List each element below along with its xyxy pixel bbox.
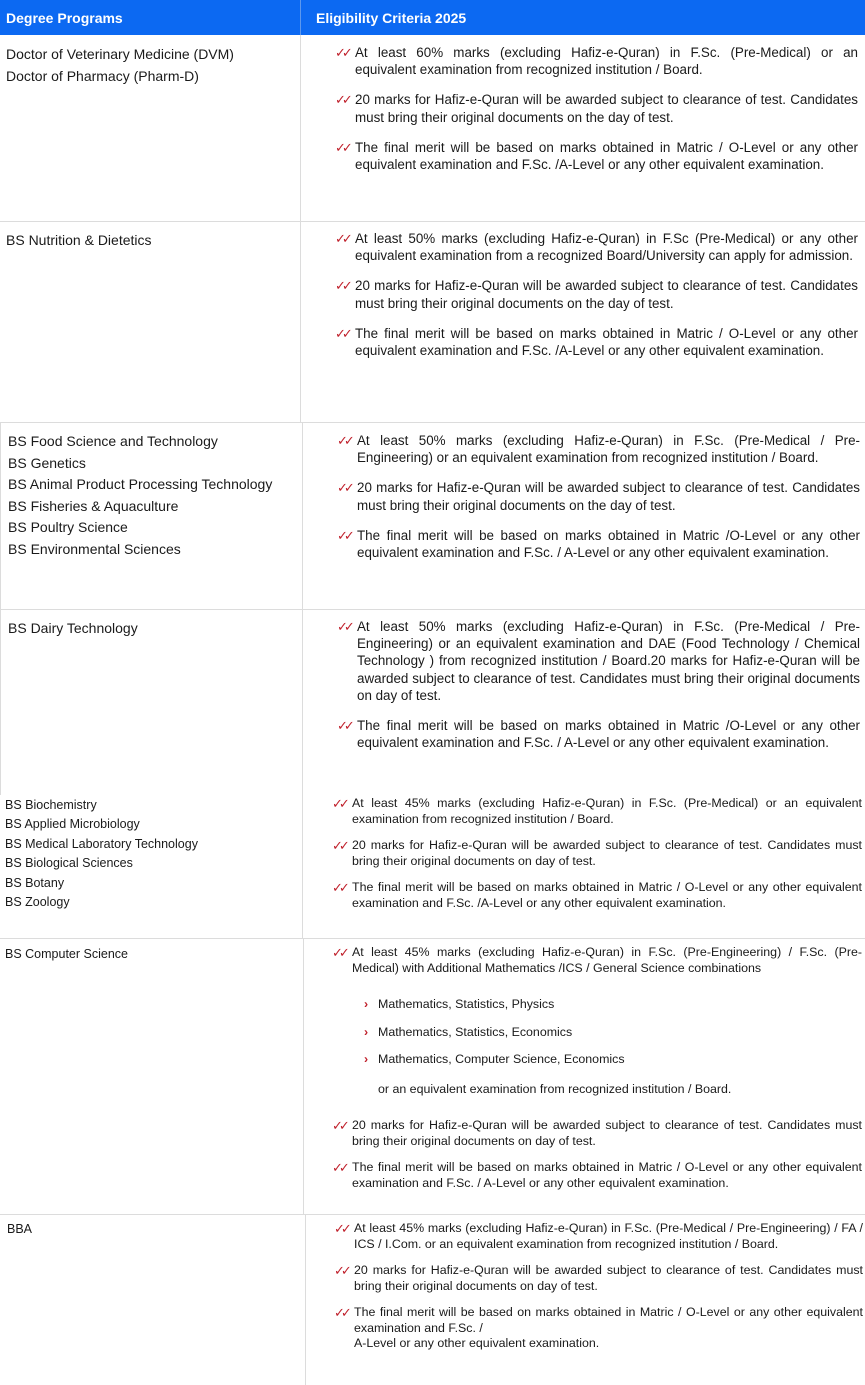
program-list [7, 1220, 32, 1239]
program-name: BS Botany [5, 875, 65, 890]
double-check-icon: ✓✓ [337, 619, 351, 634]
program-name: BS Fisheries & Aquaculture [8, 497, 179, 514]
header-divider [300, 0, 301, 35]
program-name: BS Food Science and Technology [8, 433, 218, 449]
table-row [0, 795, 865, 939]
criteria-list [335, 44, 858, 186]
combination-item: › Mathematics, Computer Science, Economics [364, 1052, 625, 1066]
criteria-item: ✓✓ At least 50% marks (excluding Hafiz-e-Quran) in F.Sc (Pre-Medical) or any other equivalent examination from a recognized Board/University can apply for admission. [335, 231, 858, 264]
program-name: BS Poultry Science [8, 519, 128, 536]
double-check-icon: ✓✓ [334, 1263, 348, 1278]
program-list [5, 796, 198, 912]
program-name: BS Nutrition & Dietetics [6, 232, 152, 248]
table-row [0, 610, 865, 795]
criteria-item: ✓✓ At least 50% marks (excluding Hafiz-e-Quran) in F.Sc. (Pre-Medical / Pre-Engineering) or an equivalent examination from recognized institution / Board. [337, 433, 860, 466]
double-check-icon: ✓✓ [335, 45, 349, 60]
double-check-icon: ✓✓ [337, 718, 351, 734]
double-check-icon: ✓✓ [335, 231, 349, 246]
table-header [0, 0, 865, 35]
program-list [8, 431, 272, 561]
combination-item: › Mathematics, Statistics, Physics [364, 997, 555, 1011]
criteria-item: ✓✓ At least 45% marks (excluding Hafiz-e-Quran) in F.Sc. (Pre-Medical) or an equivalent examination from recognized institution / Board. [332, 796, 862, 826]
double-check-icon: ✓✓ [337, 527, 351, 543]
criteria-item: ✓✓ 20 marks for Hafiz-e-Quran will be awarded subject to clearance of test. Candidates must bring their original documents on day of test. [332, 838, 862, 868]
chevron-right-icon: › [364, 1052, 369, 1066]
program-name: Doctor of Pharmacy (Pharm-D) [6, 67, 199, 84]
criteria-item: ✓✓ At least 50% marks (excluding Hafiz-e-Quran) in F.Sc. (Pre-Medical / Pre-Engineering) or an equivalent examination and DAE (Food Technology / Chemical Technology ) from recognized institution / Board.20 marks for Hafiz-e-Quran will be awarded subject to clearance of test. Candidates must bring their original documents on day of test. [337, 619, 860, 703]
column-divider [0, 423, 1, 609]
table-row [0, 423, 865, 610]
column-divider [0, 610, 1, 795]
criteria-item: ✓✓ 20 marks for Hafiz-e-Quran will be awarded subject to clearance of test. Candidates must bring their original documents on the day of test. [337, 480, 860, 513]
program-name: Doctor of Veterinary Medicine (DVM) [6, 46, 234, 62]
combination-item: › Mathematics, Statistics, Economics [364, 1024, 573, 1039]
criteria-item: ✓✓ 20 marks for Hafiz-e-Quran will be awarded subject to clearance of test. Candidates must bring their original documents on the day of test. [335, 92, 858, 125]
criteria-item: ✓✓ 20 marks for Hafiz-e-Quran will be awarded subject to clearance of test. Candidates must bring their original documents on day of test. [334, 1263, 863, 1293]
criteria-item: ✓✓ The final merit will be based on marks obtained in Matric / O-Level or any other equivalent examination and F.Sc. /A-Level or any other equivalent examination. [335, 139, 858, 173]
criteria-list [337, 618, 860, 764]
criteria-item: ✓✓ At least 45% marks (excluding Hafiz-e-Quran) in F.Sc. (Pre-Engineering) / F.Sc. (Pre-Medical) with Additional Mathematics /ICS / General Science combinations [332, 945, 862, 975]
double-check-icon: ✓✓ [332, 880, 346, 895]
column-divider [302, 423, 303, 609]
criteria-item: ✓✓ The final merit will be based on marks obtained in Matric / O-Level or any other equivalent examination and F.Sc. /A-Level or any other equivalent examination. [335, 325, 858, 359]
header-eligibility-criteria: Eligibility Criteria 2025 [316, 10, 467, 26]
criteria-item: ✓✓ At least 60% marks (excluding Hafiz-e-Quran) in F.Sc. (Pre-Medical) or an equivalent examination from recognized institution / Board. [335, 45, 858, 78]
criteria-list [335, 230, 858, 372]
double-check-icon: ✓✓ [337, 480, 351, 496]
program-list [5, 945, 128, 964]
program-name: BS Medical Laboratory Technology [5, 836, 198, 851]
double-check-icon: ✓✓ [332, 945, 346, 960]
double-check-icon: ✓✓ [335, 92, 349, 108]
double-check-icon: ✓✓ [334, 1221, 348, 1236]
criteria-item: ✓✓ The final merit will be based on marks obtained in Matric / O-Level or any other equivalent examination and F.Sc. /A-Level or any other equivalent examination. [332, 880, 862, 910]
column-divider [305, 1215, 306, 1385]
column-divider [300, 35, 301, 221]
criteria-list [332, 796, 862, 922]
combinations-note: or an equivalent examination from recognized institution / Board. [378, 1082, 732, 1096]
program-name: BS Computer Science [5, 947, 128, 961]
column-divider [300, 222, 301, 422]
program-name: BS Biological Sciences [5, 856, 133, 871]
double-check-icon: ✓✓ [335, 278, 349, 294]
criteria-list [337, 432, 860, 574]
double-check-icon: ✓✓ [335, 325, 349, 341]
column-divider [302, 610, 303, 795]
criteria-item: ✓✓ The final merit will be based on marks obtained in Matric /O-Level or any other equivalent examination and F.Sc. / A-Level or any other equivalent examination. [337, 718, 860, 751]
double-check-icon: ✓✓ [335, 139, 349, 155]
double-check-icon: ✓✓ [332, 1118, 346, 1133]
table-row [0, 939, 865, 1215]
program-name: BS Biochemistry [5, 798, 97, 812]
chevron-right-icon: › [364, 997, 369, 1011]
program-name: BS Genetics [8, 454, 86, 471]
double-check-icon: ✓✓ [332, 796, 346, 811]
program-list [6, 230, 152, 252]
program-list [8, 618, 138, 640]
program-name: BS Environmental Sciences [8, 540, 181, 557]
program-name: BBA [7, 1222, 33, 1236]
double-check-icon: ✓✓ [332, 1160, 346, 1175]
table-row [0, 222, 865, 423]
program-name: BS Animal Product Processing Technology [8, 476, 273, 493]
criteria-item: ✓✓ 20 marks for Hafiz-e-Quran will be awarded subject to clearance of test. Candidates must bring their original documents on day of test. [332, 1118, 862, 1148]
table-row [0, 35, 865, 222]
table-row [0, 1215, 865, 1385]
double-check-icon: ✓✓ [337, 433, 351, 448]
criteria-list [334, 1221, 863, 1352]
criteria-continuation: A-Level or any other equivalent examination. [354, 1336, 600, 1350]
double-check-icon: ✓✓ [334, 1305, 348, 1320]
criteria-item: ✓✓ The final merit will be based on marks obtained in Matric /O-Level or any other equivalent examination and F.Sc. / A-Level or any other equivalent examination. [337, 527, 860, 561]
column-divider [303, 939, 304, 1214]
chevron-right-icon: › [364, 1024, 369, 1039]
criteria-item: ✓✓ The final merit will be based on marks obtained in Matric / O-Level or any other equivalent examination and F.Sc. / A-Level or any other equivalent examination. [332, 1160, 862, 1190]
double-check-icon: ✓✓ [332, 838, 346, 853]
header-degree-programs: Degree Programs [6, 10, 123, 26]
program-name: BS Zoology [5, 895, 70, 910]
program-name: BS Applied Microbiology [5, 817, 140, 832]
criteria-list [332, 945, 862, 1202]
criteria-item: ✓✓ 20 marks for Hafiz-e-Quran will be awarded subject to clearance of test. Candidates must bring their original documents on the day of test. [335, 278, 858, 311]
criteria-item: ✓✓ At least 45% marks (excluding Hafiz-e-Quran) in F.Sc. (Pre-Medical / Pre-Engineering) / FA / ICS / I.Com. or an equivalent examination from recognized institution / Board. [334, 1221, 863, 1251]
criteria-item: ✓✓ The final merit will be based on marks obtained in Matric / O-Level or any other equivalent examination and F.Sc. / [334, 1305, 863, 1335]
column-divider [302, 795, 303, 938]
program-list [6, 44, 234, 87]
program-name: BS Dairy Technology [8, 620, 138, 636]
